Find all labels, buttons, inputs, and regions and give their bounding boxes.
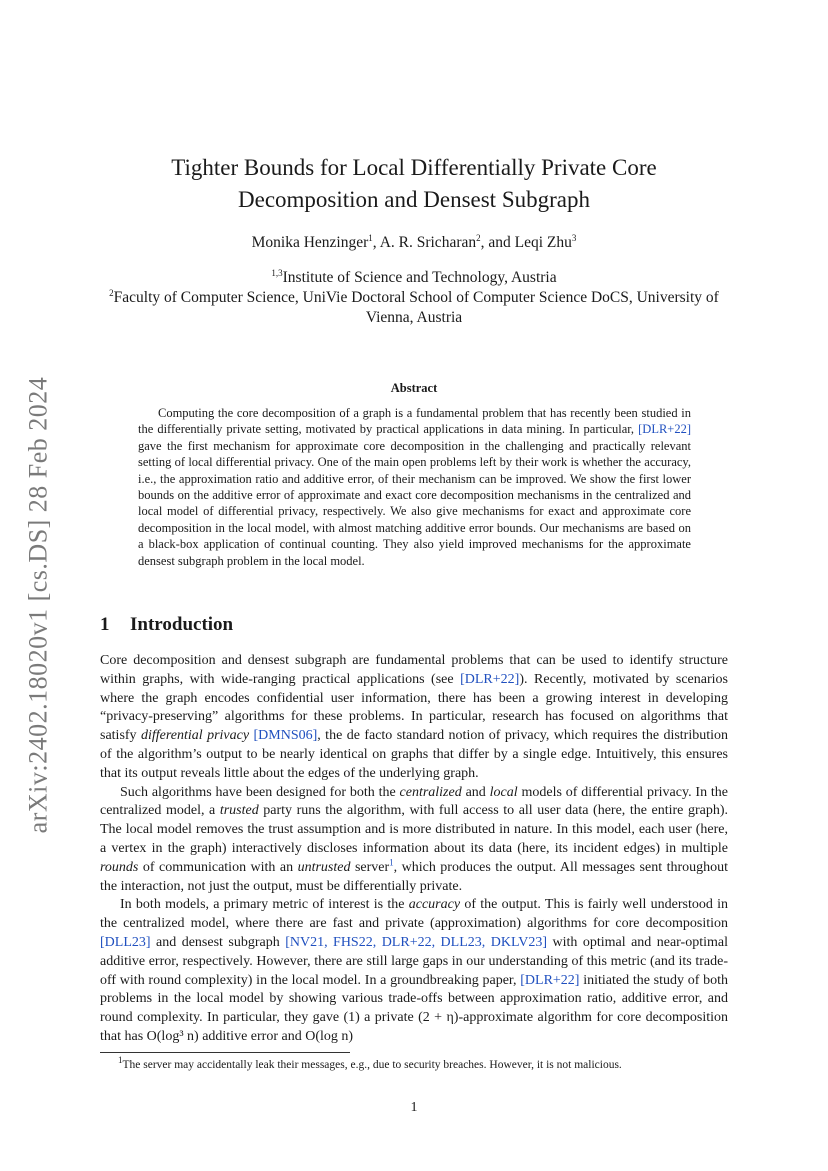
- paragraph-text: models of differential privacy. In the centralized model, a: [100, 784, 729, 819]
- section-number: 1: [100, 614, 110, 635]
- citation-link[interactable]: [DLR+22]: [638, 422, 691, 437]
- citation-link[interactable]: [DLL23]: [100, 934, 151, 950]
- affiliation-2: [100, 288, 728, 328]
- affiliations: [100, 268, 728, 328]
- author-2-affil-mark: 2: [476, 232, 481, 243]
- paragraph-text: of communication with an: [138, 859, 298, 875]
- paragraph: [100, 652, 728, 784]
- paragraph-text: , the de facto standard notion of privacy, which requires the distribution of the algorithm’s output to be nearly identical on graphs that differ by a single edge. Intuitively, this ensures that its output reveals little about the edges of the underlying graph.: [100, 728, 728, 781]
- page-number: 1: [410, 1100, 418, 1115]
- paragraph-text: Core decomposition and densest subgraph are fundamental problems that can be used to identify structure within graphs, with wide-ranging practical applications (see: [100, 653, 728, 687]
- footnote-marker[interactable]: 1: [389, 857, 394, 868]
- paragraph-text: server: [350, 859, 390, 875]
- citation-link[interactable]: [NV21, FHS22, DLR+22, DLL23, DKLV23]: [285, 934, 547, 950]
- arxiv-identifier: arXiv:2402.18020v1 [cs.DS] 28 Feb 2024: [23, 376, 53, 834]
- citation-link[interactable]: [DMNS06]: [253, 728, 318, 744]
- emphasis: trusted: [219, 803, 259, 819]
- footnote: [100, 1055, 728, 1071]
- author-list: Monika Henzinger$^1$, A. R. Sricharan$^2$, and Leqi Zhu$^3$: [251, 232, 577, 251]
- math-expression: O(log³ n): [146, 1028, 199, 1044]
- paragraph-text: -approximate algorithm for core decomposition that has: [100, 1010, 729, 1044]
- affiliation-2-mark: 2: [109, 287, 114, 298]
- footnote-mark: 1: [118, 1055, 123, 1066]
- paragraph-text: and densest subgraph: [150, 934, 286, 950]
- abstract-text: Computing the core decomposition of a graph is a fundamental problem that has recently been studied in the differentially private setting, motivated by practical applications in data mining. In particular,: [138, 406, 691, 437]
- paragraph-text: of the output. This is fairly well understood in the centralized model, where there are fast and private (approximation) algorithms for core decomposition: [100, 897, 728, 932]
- citation-link[interactable]: [DLR+22]: [520, 972, 580, 988]
- author-1: Monika Henzinger: [251, 234, 369, 251]
- emphasis: local: [489, 784, 518, 800]
- paragraph: [100, 784, 728, 897]
- author-2: A. R. Sricharan: [379, 234, 477, 251]
- author-3: and Leqi Zhu: [488, 234, 572, 251]
- abstract-body: [138, 405, 691, 569]
- author-1-affil-mark: 1: [368, 232, 373, 243]
- paragraph: [100, 896, 728, 1046]
- paragraph-text: initiated the study of both problems in the local model by showing various trade-offs between approximation ratio, additive error, and round complexity. In particular, they gave (1) a private: [100, 972, 728, 1026]
- paragraph-text: ). Recently, motivated by scenarios where the graph encodes confidential user information, there has been a growing interest in developing “privacy-preserving” algorithms for these problems. In particular, research has focused on algorithms that satisfy: [100, 671, 728, 744]
- arxiv-side-stamp: [8, 360, 68, 850]
- introduction-body: [100, 652, 728, 1047]
- abstract-heading: Abstract: [390, 381, 438, 395]
- author-3-affil-mark: 3: [571, 232, 577, 243]
- math-expression: (2 + η): [418, 1010, 459, 1026]
- section-title: Introduction: [130, 614, 234, 635]
- emphasis: untrusted: [297, 859, 351, 875]
- paragraph-text: and: [461, 784, 490, 800]
- math-expression: O(log n): [305, 1028, 354, 1044]
- abstract-text: gave the first mechanism for approximate core decomposition in the challenging and practically relevant setting of local differential privacy. One of the main open problems left by their work is whether the accuracy, i.e., the approximation ratio and additive error, of their mechanism can be improved. We show the first lower bounds on the additive error of approximate and exact core decomposition mechanisms in the centralized and local model of differential privacy, respectively. We also give mechanisms for exact and approximate core decomposition in the local model, with almost matching additive error bounds. Our mechanisms are based on a black-box application of continual counting. They also yield improved mechanisms for the approximate densest subgraph problem in the local model.: [138, 438, 691, 568]
- affiliation-1-mark: 1,3: [271, 267, 283, 278]
- paragraph-text: Such algorithms have been designed for both the: [120, 784, 400, 800]
- affiliation-1-text: Institute of Science and Technology, Austria: [282, 269, 557, 286]
- emphasis: differential privacy: [140, 728, 250, 744]
- affiliation-2-text: Faculty of Computer Science, UniVie Doctoral School of Computer Science DoCS, University of Vienna, Austria: [113, 289, 719, 326]
- emphasis: rounds: [100, 859, 139, 875]
- emphasis: accuracy: [408, 897, 461, 913]
- footnote-rule: [100, 1052, 350, 1053]
- paper-title: Tighter Bounds for Local Differentially Private Core Decomposition and Densest Subgraph: [171, 155, 657, 212]
- paragraph-text: party runs the algorithm, with full access to all user data (here, the entire graph). The local model removes the trust assumption and is more distributed in nature. In this model, each user (here, a vertex in the graph) interactively discloses information about its data (here, its incident edges) in multiple: [100, 803, 728, 856]
- section-heading: [100, 614, 233, 636]
- citation-link[interactable]: [DLR+22]: [460, 671, 520, 687]
- paragraph-text: with optimal and near-optimal additive error, respectively. However, there are still large gaps in our understanding of this metric (and its trade-off with round complexity) in the local model. In a groundbreaking paper,: [100, 934, 728, 988]
- paragraph-text: additive error and: [198, 1028, 306, 1044]
- emphasis: centralized: [399, 784, 462, 800]
- paragraph-text: , which produces the output. All messages sent throughout the interaction, not just the output, must be differentially private.: [100, 859, 729, 894]
- affiliation-1: [100, 268, 728, 288]
- paragraph-text: In both models, a primary metric of interest is the: [120, 897, 409, 913]
- footnote-text: The server may accidentally leak their messages, e.g., due to security breaches. However, it is not malicious.: [122, 1059, 622, 1071]
